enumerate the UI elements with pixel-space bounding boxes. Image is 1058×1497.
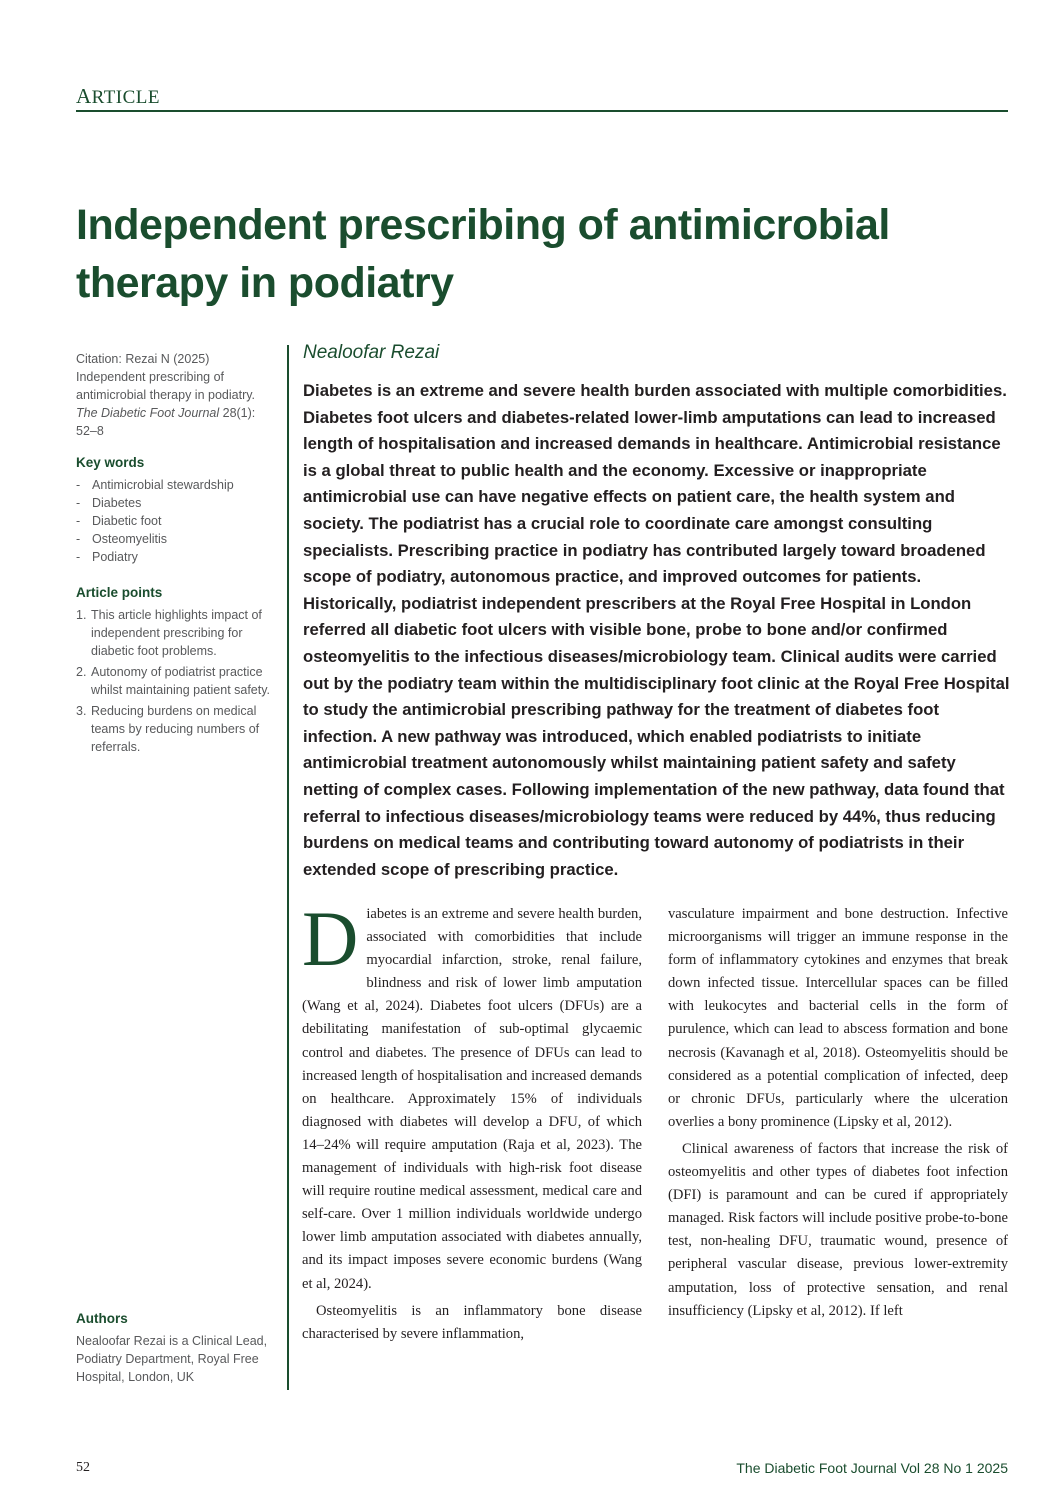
header-divider	[76, 110, 1008, 112]
article-point-number: 3.	[76, 704, 87, 718]
section-label-rest: RTICLE	[91, 87, 161, 108]
author-name: Nealoofar Rezai	[303, 342, 440, 363]
keywords-heading: Key words	[76, 455, 145, 470]
sidebar	[76, 350, 276, 759]
citation-journal: The Diabetic Foot Journal	[76, 406, 220, 420]
body-column-2	[668, 903, 1008, 1323]
article-point-text: Autonomy of podiatrist practice whilst maintaining patient safety.	[91, 665, 271, 697]
section-label	[76, 84, 160, 109]
body-paragraph-text: iabetes is an extreme and severe health burden, associated with comorbidities that include myocardial infarction, stroke, renal failure, blindness and risk of lower limb amputation (Wang et al, 2024). Diabetes foot ulcers (DFUs) are a debilitating manifestation of sub-optimal glycaemic control and diabetes. The presence of DFUs can lead to increased length of hospitalisation and increased demands on healthcare. Approximately 15% of individuals diagnosed with diabetes will develop a DFU, of which 14–24% will require amputation (Raja et al, 2023). The management of individuals with high-risk foot disease will require routine medical assessment, medical care and self-care. Over 1 million individuals worldwide undergo lower limb amputation associated with diabetes annually, and its impact imposes severe economic burdens (Wang et al, 2024).	[302, 906, 642, 1292]
article-title: Independent prescribing of antimicrobial therapy in podiatry	[76, 201, 890, 307]
vertical-divider	[287, 345, 289, 1390]
article-point	[76, 606, 276, 660]
body-paragraph: Clinical awareness of factors that increase the risk of osteomyelitis and other types of diabetes foot infection (DFI) is paramount and can be cured if appropriately managed. Risk factors will include positive probe-to-bone test, non-healing DFU, traumatic wound, presence of peripheral vascular disease, previous lower-extremity amputation, loss of protective sensation, and renal insufficiency (Lipsky et al, 2012). If left	[668, 1140, 1008, 1319]
keyword-item: - Podiatry	[76, 548, 276, 566]
article-points-list	[76, 606, 276, 756]
article-point	[76, 702, 276, 756]
citation-tail: 28(1): 52–8	[76, 406, 256, 438]
body-paragraph	[302, 895, 642, 1296]
citation-main: Citation: Rezai N (2025) Independent prescribing of antimicrobial therapy in podiatry.	[76, 352, 256, 402]
keyword-item: - Antimicrobial stewardship	[76, 476, 276, 494]
body-column-1	[302, 895, 642, 1346]
citation	[76, 350, 276, 440]
authors-box	[76, 1310, 276, 1386]
authors-text: Nealoofar Rezai is a Clinical Lead, Podiatry Department, Royal Free Hospital, London, UK	[76, 1334, 268, 1384]
article-point-number: 1.	[76, 608, 87, 622]
article-point	[76, 663, 276, 699]
keyword-item: - Osteomyelitis	[76, 530, 276, 548]
journal-footer: The Diabetic Foot Journal Vol 28 No 1 2025	[736, 1460, 1008, 1476]
authors-heading: Authors	[76, 1311, 128, 1326]
body-paragraph: vasculature impairment and bone destruction. Infective microorganisms will trigger an immune response in the form of inflammatory cytokines and enzymes that break down infected tissue. Intercellular spaces can be filled with leukocytes and bacterial cells in the form of purulence, which can lead to abscess formation and bone necrosis (Kavanagh et al, 2018). Osteomyelitis should be considered as a potential complication of infected, deep or chronic DFUs, particularly where the ulceration overlies a bony prominence (Lipsky et al, 2012).	[668, 906, 1008, 1130]
article-point-text: Reducing burdens on medical teams by reducing numbers of referrals.	[91, 704, 260, 754]
abstract: Diabetes is an extreme and severe health burden associated with multiple comorbidities. Diabetes foot ulcers and diabetes-related lower-limb amputations can lead to increased length of hospitalisation and increased demands in healthcare. Antimicrobial resistance is a global threat to public health and the economy. Excessive or inappropriate antimicrobial use can have negative effects on patient care, the health system and society. The podiatrist has a crucial role to coordinate care amongst consulting specialists. Prescribing practice in podiatry has contributed largely toward broadened scope of podiatry, autonomous practice, and improved outcomes for patients. Historically, podiatrist independent prescribers at the Royal Free Hospital in London referred all diabetic foot ulcers with visible bone, probe to bone and/or confirmed osteomyelitis to the infectious diseases/microbiology team. Clinical audits were carried out by the podiatry team within the multidisciplinary foot clinic at the Royal Free Hospital to study the antimicrobial prescribing pathway for the treatment of diabetes foot infection. A new pathway was introduced, which enabled podiatrists to initiate antimicrobial treatment autonomously whilst maintaining patient safety and safety netting of complex cases. Following implementation of the new pathway, data found that referral to infectious diseases/microbiology teams were reduced by 44%, thus reducing burdens on medical teams and contributing toward autonomy of podiatrists in their extended scope of prescribing practice.	[303, 381, 1010, 879]
page-number: 52	[76, 1460, 90, 1475]
drop-cap: D	[302, 895, 359, 982]
keywords-list	[76, 476, 276, 566]
body-paragraph: Osteomyelitis is an inflammatory bone disease characterised by severe inflammation,	[302, 1302, 642, 1342]
article-points-heading: Article points	[76, 585, 163, 600]
article-point-text: This article highlights impact of independent prescribing for diabetic foot problems.	[91, 608, 262, 658]
section-label-initial: A	[76, 84, 92, 108]
keyword-item: - Diabetes	[76, 494, 276, 512]
keyword-item: - Diabetic foot	[76, 512, 276, 530]
article-point-number: 2.	[76, 665, 87, 679]
